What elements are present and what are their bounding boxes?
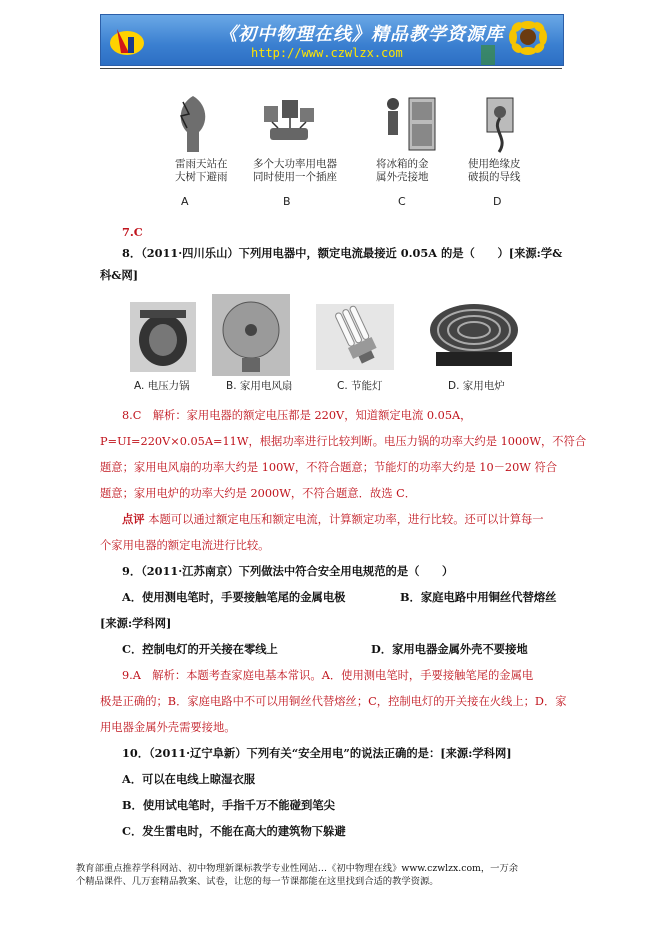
answer-8-line1: 8.C 解析：家用电器的额定电压都是 220V，知道额定电流 0.05A，	[122, 409, 472, 422]
footer-line2: 个精品课件、几万套精品教案、试卷，让您的每一节课都能在这里找到合适的教学资源。	[76, 876, 439, 887]
pressure-cooker-photo	[130, 302, 196, 372]
question-10-option-a: A．可以在电线上晾湿衣服	[122, 772, 256, 786]
caption-c-line1: 将冰箱的金	[376, 158, 429, 170]
question-9-option-c: C．控制电灯的开关接在零线上	[122, 642, 278, 656]
answer-8-line3: 题意；家用电风扇的功率大约是 100W，不符合题意；节能灯的功率大约是 10－20W 符合	[100, 461, 558, 474]
caption-b-line2: 同时使用一个插座	[253, 171, 337, 183]
question-8-line2: 科&网]	[100, 268, 139, 282]
fridge-grounding-illustration	[383, 94, 439, 154]
question-9-option-a: A．使用测电笔时，手要接触笔尾的金属电极	[122, 590, 346, 604]
site-title: 《初中物理在线》精品教学资源库	[219, 24, 504, 45]
site-url[interactable]: http://www.czwlzx.com	[251, 46, 403, 60]
answer-8-line2: P=UI=220V×0.05A=11W，根据功率进行比较判断。电压力锅的功率大约是 1000W，不符合	[100, 435, 587, 448]
answer-9-line3: 用电器金属外壳需要接地。	[100, 721, 236, 734]
figure-appliances	[130, 294, 525, 394]
caption-energy-saving-lamp: C. 节能灯	[337, 380, 383, 392]
caption-electric-fan: B. 家用电风扇	[226, 380, 293, 392]
caption-pressure-cooker: A. 电压力锅	[134, 380, 190, 392]
question-10-option-c: C．发生雷电时，不能在高大的建筑物下躲避	[122, 824, 346, 838]
damaged-wire-illustration	[481, 94, 521, 154]
question-9-option-b: B．家庭电路中用铜丝代替熔丝	[400, 590, 557, 604]
question-9-stem: 9．（2011·江苏南京）下列做法中符合安全用电规范的是（ ）	[122, 564, 454, 578]
site-logo-icon	[107, 21, 147, 59]
answer-9-line1: 9.A 解析：本题考查家庭电基本常识。A．使用测电笔时，手要接触笔尾的金属电	[122, 669, 534, 682]
question-9-option-d: D．家用电器金属外壳不要接地	[371, 642, 528, 656]
energy-saving-lamp-photo	[316, 304, 394, 370]
comment-8-line2: 个家用电器的额定电流进行比较。	[100, 539, 270, 552]
answer-7: 7.C	[122, 225, 143, 239]
header-rule	[100, 68, 562, 69]
comment-label: 点评	[122, 512, 145, 526]
header-banner	[100, 14, 564, 66]
caption-electric-stove: D. 家用电炉	[448, 380, 505, 392]
caption-b-line1: 多个大功率用电器	[253, 158, 337, 170]
footer-line1: 教育部重点推荐学科网站、初中物理新课标教学专业性网站…《初中物理在线》www.czwlzx.com，一万余	[76, 863, 519, 874]
power-strip-illustration	[260, 96, 318, 152]
caption-a-line2: 大树下避雨	[175, 171, 228, 183]
question-10-option-b: B．使用试电笔时，手指千万不能碰到笔尖	[122, 798, 335, 812]
option-letter-b: B	[283, 195, 291, 208]
option-letter-d: D	[493, 195, 502, 208]
caption-a-line1: 雷雨天站在	[175, 158, 228, 170]
answer-8-line4: 题意；家用电炉的功率大约是 2000W，不符合题意．故选 C．	[100, 487, 417, 500]
figure-safety-illustrations	[155, 92, 525, 214]
electric-stove-photo	[426, 298, 522, 372]
question-9-source: [来源:学科网]	[100, 616, 172, 630]
answer-9-line2: 极是正确的；B．家庭电路中不可以用铜丝代替熔丝；C，控制电灯的开关接在火线上；D．家	[100, 695, 567, 708]
caption-d-line1: 使用绝缘皮	[468, 158, 521, 170]
question-10-stem: 10．（2011·辽宁阜新）下列有关“安全用电”的说法正确的是：[来源:学科网]	[122, 746, 512, 760]
electric-fan-photo	[212, 294, 290, 376]
page-footer	[76, 862, 592, 888]
caption-d-line2: 破损的导线	[468, 171, 521, 183]
question-8-line1: 8．（2011·四川乐山）下列用电器中，额定电流最接近 0.05A 的是（ ）[来源:学&	[122, 246, 563, 260]
caption-c-line2: 属外壳接地	[376, 171, 429, 183]
tree-lightning-illustration	[173, 92, 213, 154]
option-letter-a: A	[181, 195, 189, 208]
comment-8-text: 本题可以通过额定电压和额定电流，计算额定功率，进行比较。还可以计算每一	[148, 513, 544, 526]
option-letter-c: C	[398, 195, 406, 208]
comment-8-line1	[122, 511, 544, 528]
